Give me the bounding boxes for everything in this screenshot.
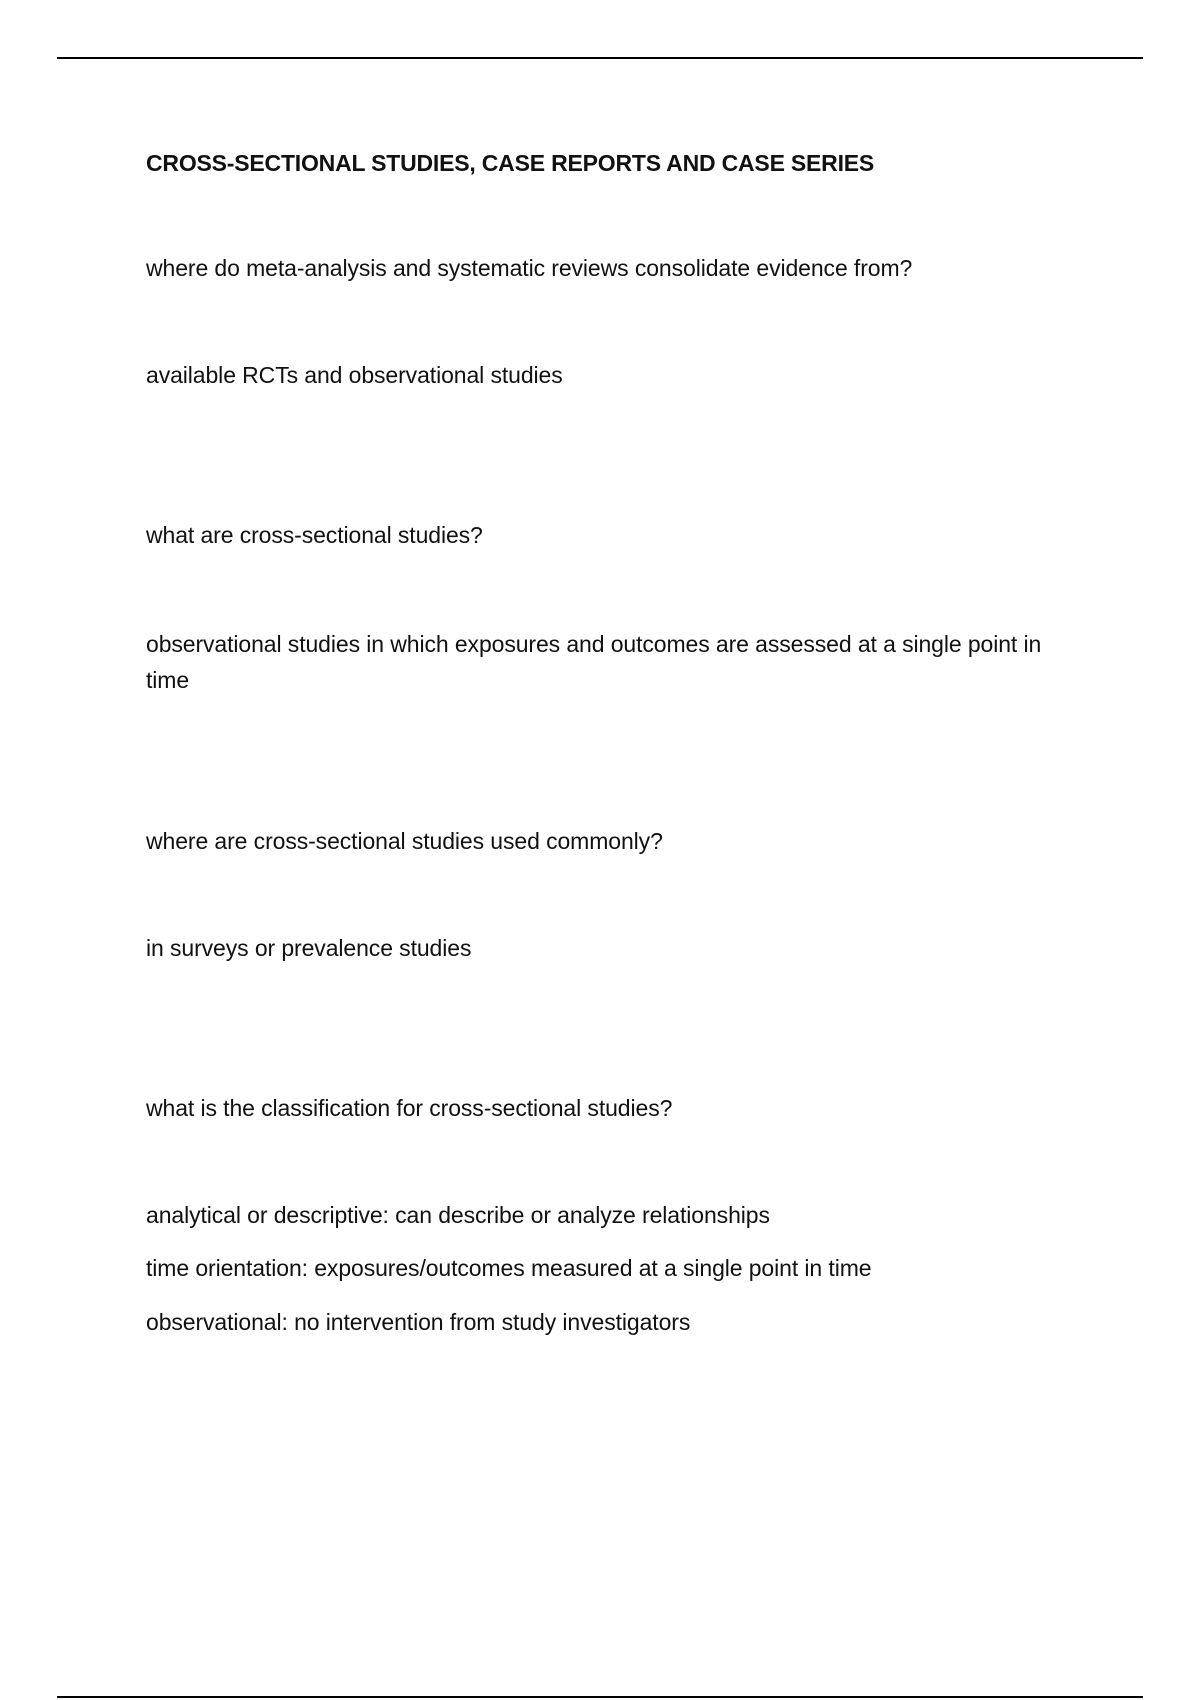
bottom-rule <box>57 1696 1143 1698</box>
card-2-question: what are cross-sectional studies? <box>146 522 483 548</box>
card-1-answer: available RCTs and observational studies <box>146 362 563 388</box>
document-title: CROSS-SECTIONAL STUDIES, CASE REPORTS AND CASE SERIES <box>146 150 875 176</box>
card-4-answer-line-1: analytical or descriptive: can describe or analyze relationships <box>146 1202 770 1228</box>
top-rule <box>57 57 1143 59</box>
card-4-answer-line-2: time orientation: exposures/outcomes measured at a single point in time <box>146 1255 872 1281</box>
card-4-question: what is the classification for cross-sectional studies? <box>146 1095 673 1121</box>
card-3-question: where are cross-sectional studies used commonly? <box>146 828 663 854</box>
card-3-answer: in surveys or prevalence studies <box>146 935 472 961</box>
card-4-answer-line-3: observational: no intervention from study investigators <box>146 1309 691 1335</box>
card-2-answer: observational studies in which exposures and outcomes are assessed at a single point in time <box>146 631 1042 693</box>
card-1-question: where do meta-analysis and systematic reviews consolidate evidence from? <box>146 255 913 281</box>
